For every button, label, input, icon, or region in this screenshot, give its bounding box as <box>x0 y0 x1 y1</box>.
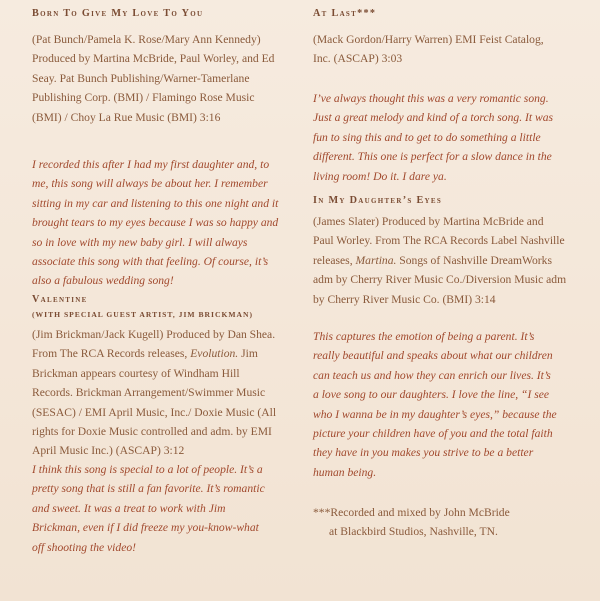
song-credits <box>313 212 567 309</box>
song-credits: (Pat Bunch/Pamela K. Rose/Mary Ann Kennedy) Produced by Martina McBride, Paul Worley, and Ed Seay. Pat Bunch Publishing/Warner-Tamerlane Publishing Corp. (BMI) / Flamingo Rose Music (BMI) / Choy La Rue Music (BMI) 3:16 <box>32 33 275 124</box>
footnote-line: ***Recorded and mixed by John McBride <box>313 506 510 519</box>
credits-text: Songs of Nashville DreamWorks adm by Cherry River Music Co./Diversion Music adm by Cherry River Music Co. (BMI) 3:14 <box>313 253 567 306</box>
footnote-line: at Blackbird Studios, Nashville, TN. <box>329 525 498 539</box>
song-title: Valentine <box>32 294 88 305</box>
song-note: I recorded this after I had my first daughter and, to me, this song will always be about her. I remember sitting in my car and listening to this one night and it brought tears to my eyes because I was so happy and so in love with my new baby girl. I will always associate this song with that feeling. Of course, it’s also a fabulous wedding song! <box>32 158 279 288</box>
recording-footnote <box>313 503 510 542</box>
album-title: Evolution. <box>190 347 239 361</box>
song-note: I’ve always thought this was a very romantic song. Just a great melody and kind of a torch song. It was fun to sing this and to get to do something a little different. This one is perfect for a slow dance in the living room! Do it. I dare ya. <box>313 92 554 183</box>
song-title: At Last*** <box>313 8 377 19</box>
credits-text: (James Slater) Produced by Martina McBride and Paul Worley. From The RCA Records Label Nashville releases, <box>313 215 565 267</box>
album-title: Martina. <box>355 253 397 267</box>
song-subtitle: (WITH SPECIAL GUEST ARTIST, JIM BRICKMAN) <box>32 310 254 319</box>
song-credits: (Mack Gordon/Harry Warren) EMI Feist Catalog, Inc. (ASCAP) 3:03 <box>313 33 544 66</box>
song-credits <box>32 325 278 461</box>
song-title: In My Daughter’s Eyes <box>313 195 443 206</box>
song-note: This captures the emotion of being a parent. It’s really beautiful and speaks about what our children can teach us and how they can enrich our lives. It’s a love song to our daughters. I love the line, “I see who I wanna be in my daughter’s eyes,” because the picture your children have of you and the total faith they have in you makes you strive to be a better human being. <box>313 330 557 479</box>
credits-text: Jim Brickman appears courtesy of Windham Hill Records. Brickman Arrangement/Swimmer Music (SESAC) / EMI April Music, Inc./ Doxie Music (All rights for Doxie Music controlled and adm. by EMI April Music Inc.) (ASCAP) 3:12 <box>32 347 277 458</box>
song-note: I think this song is special to a lot of people. It’s a pretty song that is still a fan favorite. It’s romantic and sweet. It was a treat to work with Jim Brickman, even if I did freeze my you-know-what off shooting the video! <box>32 463 265 554</box>
credits-text: (Jim Brickman/Jack Kugell) Produced by Dan Shea. From The RCA Records releases, <box>32 328 276 361</box>
song-title: Born To Give My Love To You <box>32 8 204 19</box>
